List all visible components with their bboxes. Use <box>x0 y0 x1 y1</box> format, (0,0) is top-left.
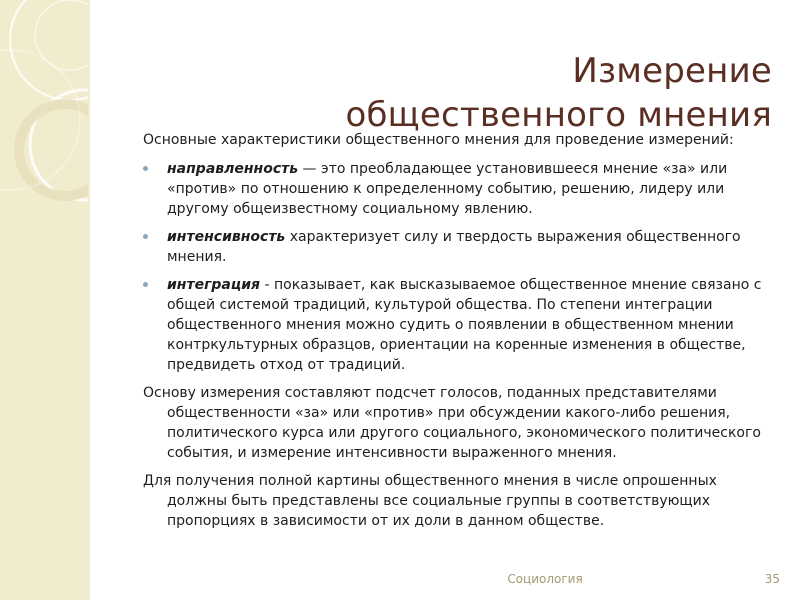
bullet-item-direction <box>143 159 768 219</box>
bullet-term: интенсивность <box>167 229 286 245</box>
bullet-text: характеризует силу и твердость выражения общественного мнения. <box>167 229 741 265</box>
bullet-text: — это преобладающее установившееся мнение «за» или «против» по отношению к определенному событию, решению, лидеру или другому общеизвестному социальному явлению. <box>167 161 728 217</box>
paragraph-measurement: Основу измерения составляют подсчет голосов, поданных представителями общественности «за» или «против» при обсуждении какого-либо решения, политического курса или другого социального, экономического политического события, и измерение интенсивности выраженного мнения. <box>143 385 761 461</box>
title-line-1: Измерение <box>572 50 772 91</box>
bullet-item-intensity <box>143 227 768 267</box>
slide-number: 35 <box>764 572 780 586</box>
bullet-dot-icon <box>143 234 148 239</box>
decorative-band <box>0 0 88 600</box>
decorative-circles <box>0 0 88 600</box>
bullet-term: направленность <box>167 161 299 177</box>
intro-text: Основные характеристики общественного мнения для проведение измерений: <box>143 132 734 148</box>
bullet-item-integration <box>143 275 768 375</box>
slide-content <box>143 130 768 539</box>
slide-title <box>132 49 772 137</box>
footer-subject: Социология <box>507 572 583 586</box>
band-edge <box>88 0 90 600</box>
bullet-term: интеграция <box>167 277 261 293</box>
bullet-dot-icon <box>143 166 148 171</box>
bullet-dot-icon <box>143 282 148 287</box>
bullet-text: - показывает, как высказываемое общественное мнение связано с общей системой традиций, культурой общества. По степени интеграции общественного мнения можно судить о появлении в общественном мнении контркультурных образцов, ориентации на коренные изменения в обществе, предвидеть отход от традиций. <box>167 277 762 373</box>
title-line-2: общественного мнения <box>345 94 772 135</box>
paragraph-sampling: Для получения полной картины общественного мнения в числе опрошенных должны быть представлены все социальные группы в соответствующих пропорциях в зависимости от их доли в данном обществе. <box>143 473 717 529</box>
